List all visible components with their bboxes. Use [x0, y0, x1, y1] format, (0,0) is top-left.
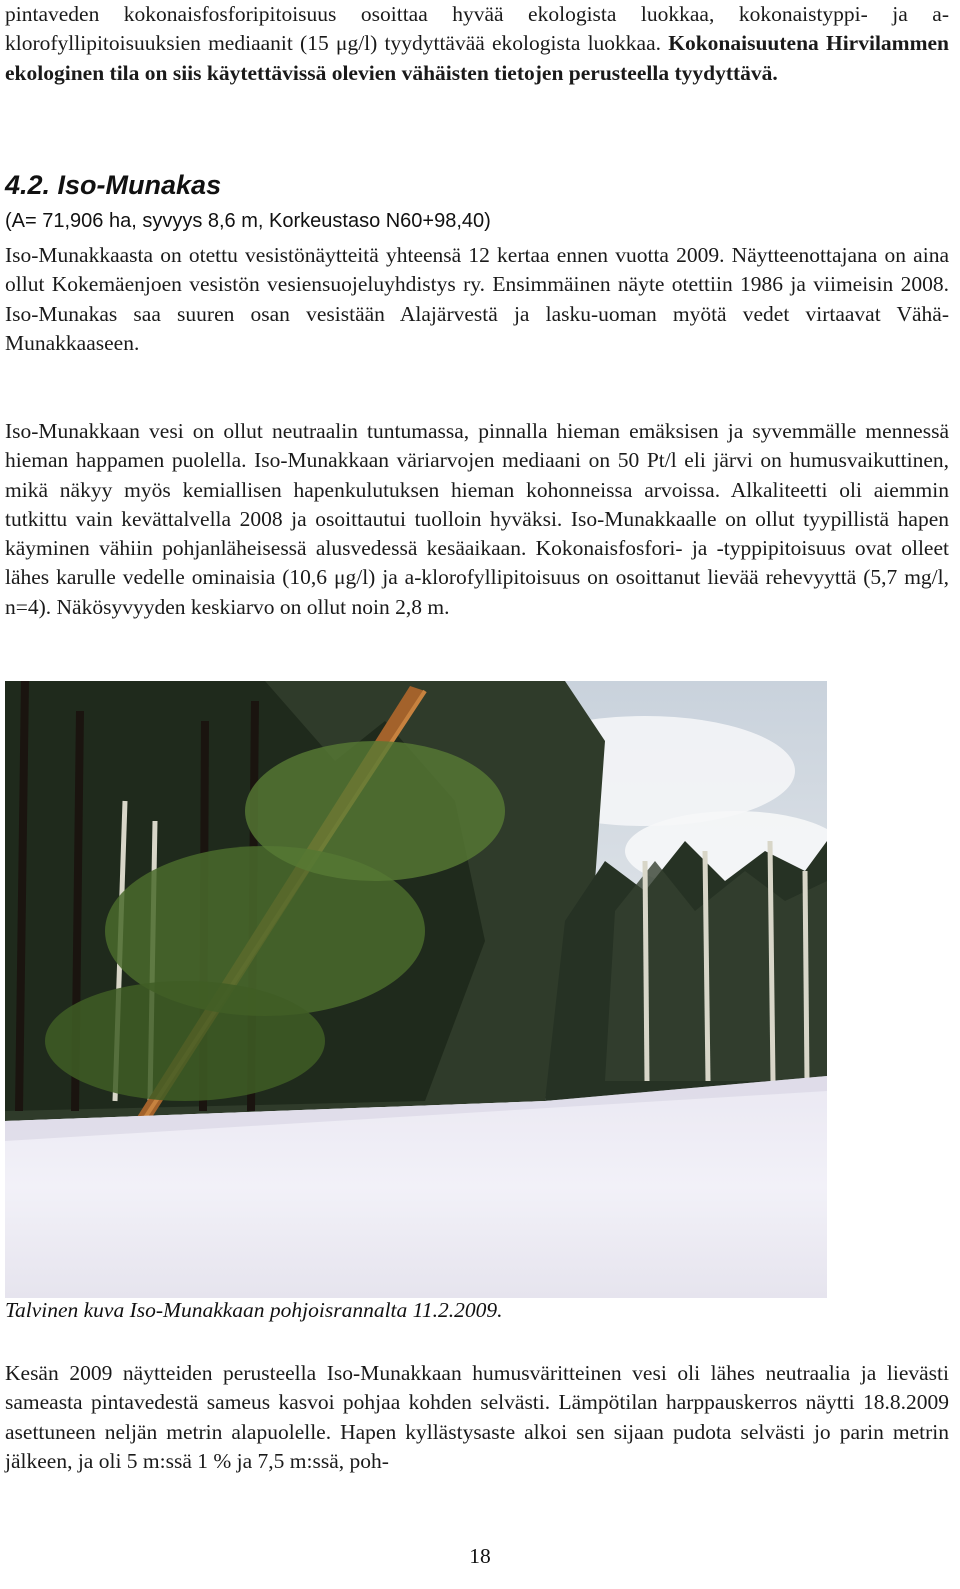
- body-paragraph-1: Iso-Munakkaasta on otettu vesistönäytteitä yhteensä 12 kertaa ennen vuotta 2009. Näytteenottajana on aina ollut Kokemäenjoen vesistön vesiensuojeluyhdistys ry. Ensimmäinen näyte otettiin 1986 ja viimeisin 2008. Iso-Munakas saa suuren osan vesistään Alajärvestä ja lasku-uoman myötä vedet virtaavat Vähä-Munakkaaseen.: [5, 243, 949, 355]
- body-paragraph-2: Iso-Munakkaan vesi on ollut neutraalin tuntumassa, pinnalla hieman emäksisen ja syvemmälle mennessä hieman happamen puolella. Iso-Munakkaan väriarvojen mediaani on 50 Pt/l eli järvi on humusvaikuttinen, mikä näkyy myös kemiallisen hapenkulutuksen hieman kohonneissa arvoissa. Alkaliteetti oli aiemmin tutkittu vain kevättalvella 2008 ja osoittautui tuolloin hyväksi. Iso-Munakkaalle on ollut tyypillistä hapen käyminen vähiin pohjanläheisessä alusvedessä kesäaikaan. Kokonaisfosfori- ja -typpipitoisuus ovat olleet lähes karulle vedelle ominaisia (10,6 μg/l) ja a-klorofyllipitoisuus on osoittanut lievää rehevyyttä (5,7 mg/l, n=4). Näkösyvyyden keskiarvo on ollut noin 2,8 m.: [5, 419, 949, 619]
- page-number: 18: [469, 1544, 491, 1568]
- closing-paragraph: Kesän 2009 näytteiden perusteella Iso-Munakkaan humusväritteinen vesi oli lähes neutraalia ja lievästi sameasta pintavedestä sameus kasvoi pohjaa kohden selvästi. Lämpötilan harppauskerros näytti 18.8.2009 asettuneen neljän metrin alapuolelle. Hapen kyllästysaste alkoi sen sijaan pudota selvästi jo parin metrin jälkeen, ja oli 5 m:ssä 1 % ja 7,5 m:ssä, poh-: [5, 1361, 949, 1473]
- section-subheading: (A= 71,906 ha, syvyys 8,6 m, Korkeustaso N60+98,40): [5, 210, 491, 232]
- intro-text: pintaveden kokonaisfosforipitoisuus osoittaa hyvää ekologista luokkaa, kokonaistyppi- ja a-klorofyllipitoisuuksien mediaanit (15 μg/l) tyydyttävää ekologista luokkaa.: [5, 2, 949, 56]
- photo-caption: Talvinen kuva Iso-Munakkaan pohjoisrannalta 11.2.2009.: [5, 1298, 503, 1322]
- intro-paragraph: [5, 0, 949, 88]
- winter-lake-photo: [5, 681, 827, 1298]
- section-heading: 4.2. Iso-Munakas: [5, 170, 222, 200]
- intro-conclusion: Kokonaisuutena Hirvilammen ekologinen tila on siis käytettävissä olevien vähäisten tietojen perusteella tyydyttävä.: [5, 31, 949, 85]
